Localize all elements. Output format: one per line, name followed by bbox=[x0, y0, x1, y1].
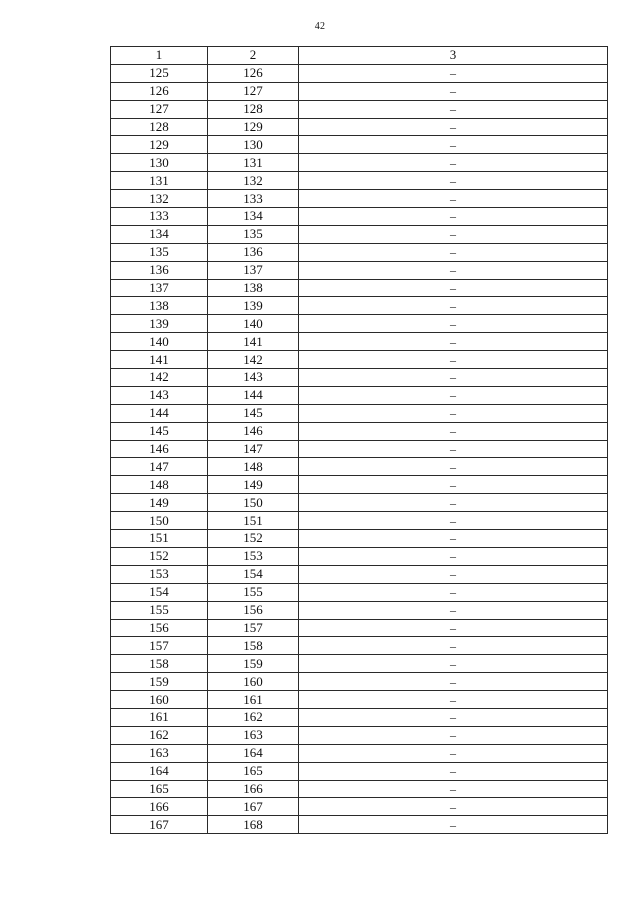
table-row bbox=[111, 386, 608, 404]
table-row bbox=[111, 726, 608, 744]
table-cell-col-2: 165 bbox=[208, 762, 299, 780]
table-row bbox=[111, 208, 608, 226]
table-cell-col-3: – bbox=[299, 458, 608, 476]
table-cell-col-2: 133 bbox=[208, 190, 299, 208]
table-cell-col-1: 159 bbox=[111, 673, 208, 691]
table-row bbox=[111, 118, 608, 136]
table-row bbox=[111, 744, 608, 762]
table-row bbox=[111, 190, 608, 208]
table-cell-col-1: 125 bbox=[111, 64, 208, 82]
table-cell-col-3: – bbox=[299, 565, 608, 583]
table-cell-col-3: – bbox=[299, 547, 608, 565]
table-row bbox=[111, 100, 608, 118]
table-cell-col-1: 138 bbox=[111, 297, 208, 315]
column-header-1: 1 bbox=[111, 47, 208, 65]
table-cell-col-3: – bbox=[299, 208, 608, 226]
table-row bbox=[111, 601, 608, 619]
table-cell-col-3: – bbox=[299, 691, 608, 709]
table-cell-col-2: 155 bbox=[208, 583, 299, 601]
table-cell-col-1: 130 bbox=[111, 154, 208, 172]
table-cell-col-2: 160 bbox=[208, 673, 299, 691]
table-cell-col-2: 164 bbox=[208, 744, 299, 762]
table-row bbox=[111, 440, 608, 458]
table-cell-col-2: 141 bbox=[208, 333, 299, 351]
table-cell-col-2: 152 bbox=[208, 530, 299, 548]
table-cell-col-2: 136 bbox=[208, 243, 299, 261]
table-cell-col-2: 168 bbox=[208, 816, 299, 834]
table-cell-col-1: 126 bbox=[111, 82, 208, 100]
column-header-2: 2 bbox=[208, 47, 299, 65]
column-header-3: 3 bbox=[299, 47, 608, 65]
table-cell-col-3: – bbox=[299, 261, 608, 279]
table-cell-col-1: 133 bbox=[111, 208, 208, 226]
table-cell-col-3: – bbox=[299, 440, 608, 458]
table-cell-col-1: 128 bbox=[111, 118, 208, 136]
table-cell-col-1: 139 bbox=[111, 315, 208, 333]
table-cell-col-1: 148 bbox=[111, 476, 208, 494]
table-cell-col-3: – bbox=[299, 673, 608, 691]
table-cell-col-1: 167 bbox=[111, 816, 208, 834]
table-row bbox=[111, 333, 608, 351]
table-cell-col-3: – bbox=[299, 404, 608, 422]
table-cell-col-1: 166 bbox=[111, 798, 208, 816]
table-cell-col-2: 128 bbox=[208, 100, 299, 118]
table-cell-col-2: 139 bbox=[208, 297, 299, 315]
table-cell-col-3: – bbox=[299, 225, 608, 243]
table-cell-col-2: 142 bbox=[208, 351, 299, 369]
table-row bbox=[111, 154, 608, 172]
table-row bbox=[111, 422, 608, 440]
table-cell-col-2: 150 bbox=[208, 494, 299, 512]
table-row bbox=[111, 655, 608, 673]
table-cell-col-3: – bbox=[299, 744, 608, 762]
table-cell-col-2: 151 bbox=[208, 512, 299, 530]
table-row bbox=[111, 565, 608, 583]
table-cell-col-3: – bbox=[299, 136, 608, 154]
table-cell-col-3: – bbox=[299, 816, 608, 834]
table-cell-col-3: – bbox=[299, 637, 608, 655]
table-cell-col-1: 164 bbox=[111, 762, 208, 780]
table-cell-col-1: 137 bbox=[111, 279, 208, 297]
table-cell-col-2: 157 bbox=[208, 619, 299, 637]
table-cell-col-3: – bbox=[299, 351, 608, 369]
table-cell-col-2: 153 bbox=[208, 547, 299, 565]
table-row bbox=[111, 619, 608, 637]
table-cell-col-1: 153 bbox=[111, 565, 208, 583]
table-cell-col-1: 146 bbox=[111, 440, 208, 458]
table-row bbox=[111, 243, 608, 261]
table-cell-col-3: – bbox=[299, 512, 608, 530]
table-cell-col-1: 157 bbox=[111, 637, 208, 655]
table-cell-col-1: 154 bbox=[111, 583, 208, 601]
table-cell-col-1: 135 bbox=[111, 243, 208, 261]
table-row bbox=[111, 530, 608, 548]
table-cell-col-3: – bbox=[299, 100, 608, 118]
table-cell-col-3: – bbox=[299, 762, 608, 780]
table-cell-col-2: 149 bbox=[208, 476, 299, 494]
table-row bbox=[111, 780, 608, 798]
table-cell-col-2: 137 bbox=[208, 261, 299, 279]
table-cell-col-2: 138 bbox=[208, 279, 299, 297]
table-cell-col-2: 159 bbox=[208, 655, 299, 673]
table-cell-col-1: 155 bbox=[111, 601, 208, 619]
table-cell-col-2: 163 bbox=[208, 726, 299, 744]
table-row bbox=[111, 261, 608, 279]
table-cell-col-3: – bbox=[299, 655, 608, 673]
table-cell-col-1: 131 bbox=[111, 172, 208, 190]
table-cell-col-3: – bbox=[299, 422, 608, 440]
table-body bbox=[111, 64, 608, 833]
table-cell-col-3: – bbox=[299, 530, 608, 548]
table-cell-col-3: – bbox=[299, 583, 608, 601]
table-cell-col-1: 145 bbox=[111, 422, 208, 440]
table-row bbox=[111, 225, 608, 243]
table-cell-col-1: 160 bbox=[111, 691, 208, 709]
table-cell-col-3: – bbox=[299, 297, 608, 315]
table-row bbox=[111, 708, 608, 726]
table-header-row bbox=[111, 47, 608, 65]
table-cell-col-1: 142 bbox=[111, 369, 208, 387]
table-cell-col-3: – bbox=[299, 279, 608, 297]
table-cell-col-3: – bbox=[299, 386, 608, 404]
table-cell-col-1: 165 bbox=[111, 780, 208, 798]
table-cell-col-1: 144 bbox=[111, 404, 208, 422]
table-row bbox=[111, 315, 608, 333]
table-cell-col-2: 140 bbox=[208, 315, 299, 333]
table-cell-col-2: 148 bbox=[208, 458, 299, 476]
table-cell-col-3: – bbox=[299, 369, 608, 387]
table-row bbox=[111, 816, 608, 834]
table-cell-col-2: 135 bbox=[208, 225, 299, 243]
table-cell-col-2: 127 bbox=[208, 82, 299, 100]
table-cell-col-3: – bbox=[299, 708, 608, 726]
table-cell-col-2: 131 bbox=[208, 154, 299, 172]
table-cell-col-1: 156 bbox=[111, 619, 208, 637]
table-row bbox=[111, 369, 608, 387]
table-row bbox=[111, 458, 608, 476]
table-cell-col-1: 136 bbox=[111, 261, 208, 279]
table-cell-col-2: 147 bbox=[208, 440, 299, 458]
table-cell-col-3: – bbox=[299, 118, 608, 136]
table-cell-col-3: – bbox=[299, 333, 608, 351]
table-cell-col-2: 126 bbox=[208, 64, 299, 82]
table-cell-col-1: 158 bbox=[111, 655, 208, 673]
table-cell-col-1: 147 bbox=[111, 458, 208, 476]
page-number: 42 bbox=[314, 21, 326, 32]
table-row bbox=[111, 494, 608, 512]
table-cell-col-1: 134 bbox=[111, 225, 208, 243]
table-cell-col-1: 152 bbox=[111, 547, 208, 565]
table-row bbox=[111, 64, 608, 82]
table-row bbox=[111, 798, 608, 816]
table-cell-col-1: 141 bbox=[111, 351, 208, 369]
table-cell-col-2: 154 bbox=[208, 565, 299, 583]
table-cell-col-3: – bbox=[299, 494, 608, 512]
table-cell-col-2: 158 bbox=[208, 637, 299, 655]
table-cell-col-1: 127 bbox=[111, 100, 208, 118]
table-cell-col-3: – bbox=[299, 64, 608, 82]
table-row bbox=[111, 691, 608, 709]
table-cell-col-2: 145 bbox=[208, 404, 299, 422]
table-cell-col-1: 151 bbox=[111, 530, 208, 548]
table-cell-col-3: – bbox=[299, 190, 608, 208]
table-cell-col-3: – bbox=[299, 154, 608, 172]
table-row bbox=[111, 404, 608, 422]
table-cell-col-1: 162 bbox=[111, 726, 208, 744]
table-row bbox=[111, 547, 608, 565]
table-cell-col-2: 132 bbox=[208, 172, 299, 190]
table-cell-col-3: – bbox=[299, 476, 608, 494]
table-cell-col-2: 144 bbox=[208, 386, 299, 404]
table-cell-col-2: 130 bbox=[208, 136, 299, 154]
table-row bbox=[111, 512, 608, 530]
table-cell-col-3: – bbox=[299, 82, 608, 100]
table-cell-col-3: – bbox=[299, 798, 608, 816]
table-cell-col-2: 161 bbox=[208, 691, 299, 709]
table-row bbox=[111, 279, 608, 297]
table-cell-col-1: 150 bbox=[111, 512, 208, 530]
table-cell-col-3: – bbox=[299, 780, 608, 798]
table-row bbox=[111, 172, 608, 190]
table-cell-col-3: – bbox=[299, 315, 608, 333]
table-cell-col-2: 167 bbox=[208, 798, 299, 816]
data-table bbox=[110, 46, 608, 834]
table-row bbox=[111, 637, 608, 655]
table-cell-col-3: – bbox=[299, 243, 608, 261]
table-cell-col-1: 129 bbox=[111, 136, 208, 154]
table-cell-col-2: 162 bbox=[208, 708, 299, 726]
table-cell-col-3: – bbox=[299, 726, 608, 744]
table-row bbox=[111, 136, 608, 154]
table-cell-col-2: 134 bbox=[208, 208, 299, 226]
table-cell-col-1: 140 bbox=[111, 333, 208, 351]
table-cell-col-1: 163 bbox=[111, 744, 208, 762]
table-row bbox=[111, 297, 608, 315]
table-cell-col-1: 132 bbox=[111, 190, 208, 208]
table-cell-col-1: 161 bbox=[111, 708, 208, 726]
table-cell-col-1: 149 bbox=[111, 494, 208, 512]
table-cell-col-2: 166 bbox=[208, 780, 299, 798]
table-row bbox=[111, 583, 608, 601]
table-row bbox=[111, 476, 608, 494]
table-cell-col-1: 143 bbox=[111, 386, 208, 404]
table-cell-col-2: 156 bbox=[208, 601, 299, 619]
table-cell-col-3: – bbox=[299, 619, 608, 637]
table-cell-col-2: 143 bbox=[208, 369, 299, 387]
table-cell-col-3: – bbox=[299, 601, 608, 619]
table-row bbox=[111, 673, 608, 691]
table-row bbox=[111, 762, 608, 780]
table-cell-col-3: – bbox=[299, 172, 608, 190]
table-row bbox=[111, 351, 608, 369]
table-cell-col-2: 146 bbox=[208, 422, 299, 440]
table-cell-col-2: 129 bbox=[208, 118, 299, 136]
table-row bbox=[111, 82, 608, 100]
